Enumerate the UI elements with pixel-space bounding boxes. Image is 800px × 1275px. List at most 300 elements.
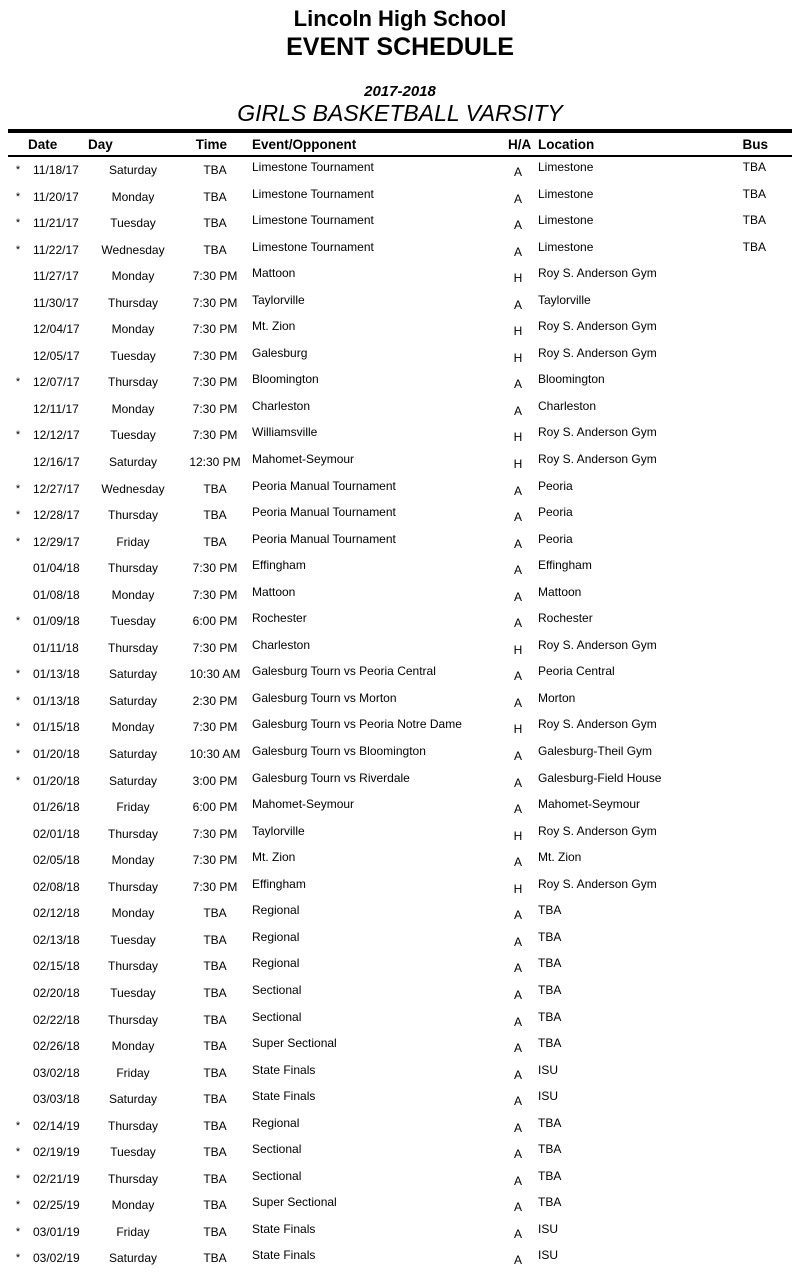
cell-time: TBA	[203, 481, 227, 496]
cell-date: 01/13/18	[33, 693, 80, 708]
cell-day: Saturday	[108, 455, 158, 470]
cell-day: Thursday	[107, 640, 159, 655]
cell-home-away: A	[513, 165, 522, 179]
cell-home-away: A	[513, 934, 522, 949]
cell-time: 7:30 PM	[192, 587, 238, 602]
star-marker: *	[15, 243, 21, 256]
star-marker	[8, 316, 28, 343]
star-marker	[8, 343, 28, 370]
schedule-row	[8, 476, 792, 503]
cell-day: Tuesday	[110, 614, 156, 629]
cell-location: Galesburg-Theil Gym	[538, 744, 653, 759]
schedule-row	[8, 157, 792, 184]
cell-event: Galesburg Tourn vs Bloomington	[252, 744, 426, 759]
schedule-row	[8, 396, 792, 423]
cell-day: Monday	[111, 1039, 155, 1054]
cell-time: 7:30 PM	[192, 640, 238, 655]
schedule-row	[8, 1086, 792, 1113]
cell-bus	[738, 768, 792, 795]
cell-date: 12/07/17	[33, 375, 80, 390]
cell-event: Super Sectional	[252, 1036, 337, 1051]
cell-date: 11/20/17	[33, 189, 79, 204]
cell-home-away: H	[513, 828, 523, 843]
cell-time: TBA	[203, 216, 227, 231]
cell-bus	[738, 449, 792, 476]
cell-home-away: A	[513, 749, 522, 764]
star-marker: *	[15, 1199, 21, 1212]
cell-home-away: A	[513, 669, 522, 684]
cell-location: Rochester	[538, 611, 593, 626]
cell-home-away: H	[513, 350, 523, 365]
cell-bus	[738, 635, 792, 662]
cell-home-away: H	[513, 324, 523, 339]
schedule-row	[8, 635, 792, 662]
cell-date: 03/02/18	[33, 1065, 80, 1080]
cell-time: TBA	[203, 508, 227, 523]
cell-time: 7:30 PM	[192, 720, 238, 735]
cell-time: TBA	[203, 1198, 227, 1213]
cell-location: Roy S. Anderson Gym	[538, 319, 657, 334]
cell-time: 7:30 PM	[192, 295, 238, 310]
cell-day: Monday	[111, 189, 155, 204]
cell-event: Mattoon	[252, 584, 296, 599]
star-marker: *	[15, 535, 21, 548]
cell-bus	[738, 369, 792, 396]
cell-home-away: A	[513, 244, 522, 259]
cell-day: Friday	[116, 534, 150, 549]
cell-home-away: H	[513, 642, 523, 657]
cell-home-away: A	[513, 536, 522, 551]
cell-event: Limestone Tournament	[252, 213, 374, 228]
schedule-row	[8, 449, 792, 476]
cell-time: TBA	[203, 1118, 227, 1133]
star-marker: *	[15, 164, 21, 176]
cell-bus	[738, 714, 792, 741]
cell-date: 02/15/18	[33, 959, 80, 974]
cell-bus	[738, 1060, 792, 1087]
cell-day: Friday	[116, 1224, 150, 1239]
cell-day: Thursday	[107, 375, 159, 390]
cell-day: Thursday	[107, 295, 159, 310]
cell-location: Roy S. Anderson Gym	[538, 637, 657, 652]
cell-time: 10:30 AM	[189, 667, 241, 682]
cell-location: Limestone	[538, 213, 594, 228]
cell-home-away: A	[513, 1120, 522, 1135]
document-header	[0, 7, 800, 126]
cell-time: TBA	[203, 1145, 227, 1160]
cell-bus	[738, 874, 792, 901]
schedule-row	[8, 661, 792, 688]
cell-event: Galesburg	[252, 345, 308, 360]
cell-time: 7:30 PM	[192, 348, 238, 363]
star-marker: *	[15, 482, 21, 495]
star-marker	[8, 927, 28, 954]
cell-date: 02/19/19	[33, 1145, 80, 1160]
cell-day: Tuesday	[110, 428, 156, 443]
cell-event: State Finals	[252, 1248, 316, 1263]
cell-date: 03/02/19	[33, 1251, 80, 1266]
cell-time: 12:30 PM	[189, 455, 241, 470]
schedule-row	[8, 555, 792, 582]
schedule-row	[8, 1060, 792, 1087]
cell-day: Saturday	[108, 773, 158, 788]
season-label: 2017-2018	[364, 83, 436, 100]
cell-bus	[738, 1139, 792, 1166]
cell-time: TBA	[203, 1171, 227, 1186]
schedule-rows	[8, 157, 792, 1272]
star-marker	[8, 794, 28, 821]
cell-location: TBA	[538, 956, 562, 971]
column-header-time: Time	[195, 136, 227, 152]
schedule-row	[8, 794, 792, 821]
cell-date: 02/22/18	[33, 1012, 80, 1027]
cell-date: 02/13/18	[33, 932, 80, 947]
cell-home-away: A	[513, 1014, 522, 1029]
cell-day: Saturday	[108, 693, 158, 708]
cell-event: Peoria Manual Tournament	[252, 531, 396, 546]
cell-location: Roy S. Anderson Gym	[538, 823, 657, 838]
column-header-home-away: H/A	[508, 136, 532, 152]
cell-day: Monday	[111, 401, 155, 416]
cell-event: Peoria Manual Tournament	[252, 505, 396, 520]
cell-time: 7:30 PM	[192, 879, 238, 894]
cell-day: Friday	[116, 1065, 150, 1080]
cell-day: Saturday	[108, 1251, 158, 1266]
star-marker	[8, 900, 28, 927]
cell-bus	[738, 476, 792, 503]
cell-home-away: A	[513, 1147, 522, 1162]
cell-bus	[738, 422, 792, 449]
cell-bus	[738, 1245, 792, 1272]
cell-date: 12/29/17	[33, 534, 80, 549]
cell-bus	[738, 661, 792, 688]
cell-time: TBA	[203, 163, 227, 177]
cell-bus	[738, 1192, 792, 1219]
star-marker: *	[15, 1119, 21, 1132]
cell-date: 12/04/17	[33, 322, 80, 337]
cell-date: 12/12/17	[33, 428, 80, 443]
cell-date: 01/13/18	[33, 667, 80, 682]
schedule-row	[8, 688, 792, 715]
cell-time: 7:30 PM	[192, 322, 238, 337]
cell-day: Monday	[111, 322, 155, 337]
cell-home-away: A	[513, 403, 522, 418]
cell-bus	[738, 847, 792, 874]
cell-time: TBA	[203, 959, 227, 974]
cell-location: Effingham	[538, 558, 592, 573]
cell-location: Peoria	[538, 478, 573, 493]
cell-time: TBA	[203, 1092, 227, 1107]
cell-bus	[738, 741, 792, 768]
cell-home-away: A	[513, 616, 522, 631]
cell-day: Monday	[111, 853, 155, 868]
cell-day: Wednesday	[101, 481, 165, 496]
cell-location: Morton	[538, 690, 576, 705]
cell-event: Mt. Zion	[252, 850, 296, 865]
cell-event: Effingham	[252, 876, 306, 891]
cell-date: 02/14/19	[33, 1118, 80, 1133]
star-marker: *	[15, 1146, 21, 1159]
cell-home-away: A	[513, 695, 522, 710]
schedule-row	[8, 290, 792, 317]
star-marker	[8, 1060, 28, 1087]
star-marker: *	[15, 748, 21, 761]
cell-bus	[738, 1007, 792, 1034]
cell-location: TBA	[538, 982, 562, 997]
cell-date: 12/11/17	[33, 401, 79, 416]
cell-location: ISU	[538, 1089, 559, 1104]
cell-bus	[738, 1113, 792, 1140]
star-marker	[8, 555, 28, 582]
schedule-table	[8, 129, 792, 1272]
cell-bus	[738, 502, 792, 529]
cell-bus: TBA	[742, 160, 766, 174]
column-header-location: Location	[538, 136, 595, 152]
cell-bus	[738, 396, 792, 423]
schedule-row	[8, 821, 792, 848]
schedule-row	[8, 874, 792, 901]
cell-date: 02/25/19	[33, 1198, 80, 1213]
schedule-row	[8, 1139, 792, 1166]
star-marker: *	[15, 1252, 21, 1265]
cell-time: TBA	[203, 1224, 227, 1239]
cell-location: ISU	[538, 1248, 559, 1263]
cell-day: Monday	[111, 720, 155, 735]
cell-bus	[738, 316, 792, 343]
cell-event: Charleston	[252, 637, 311, 652]
star-marker	[8, 263, 28, 290]
cell-event: Mt. Zion	[252, 319, 296, 334]
cell-home-away: A	[513, 1226, 522, 1241]
cell-time: TBA	[203, 534, 227, 549]
cell-date: 03/01/19	[33, 1224, 80, 1239]
cell-time: TBA	[203, 242, 227, 257]
cell-home-away: A	[513, 775, 522, 790]
cell-day: Tuesday	[110, 985, 156, 1000]
cell-bus	[738, 900, 792, 927]
cell-time: TBA	[203, 1251, 227, 1266]
cell-time: TBA	[203, 932, 227, 947]
cell-event: Charleston	[252, 398, 311, 413]
cell-day: Monday	[111, 1198, 155, 1213]
cell-time: TBA	[203, 985, 227, 1000]
cell-date: 12/28/17	[33, 508, 80, 523]
cell-location: TBA	[538, 929, 562, 944]
cell-event: Mahomet-Seymour	[252, 452, 355, 467]
star-marker	[8, 1033, 28, 1060]
star-marker: *	[15, 217, 21, 230]
star-marker: *	[15, 1225, 21, 1238]
schedule-title: EVENT SCHEDULE	[286, 33, 514, 61]
schedule-row	[8, 768, 792, 795]
cell-home-away: H	[513, 881, 523, 896]
cell-date: 02/20/18	[33, 985, 80, 1000]
cell-event: Regional	[252, 929, 300, 944]
cell-event: Taylorville	[252, 823, 305, 838]
cell-time: 7:30 PM	[192, 269, 238, 284]
cell-time: 7:30 PM	[192, 853, 238, 868]
cell-location: Mattoon	[538, 584, 582, 599]
cell-home-away: H	[513, 457, 523, 472]
cell-time: 6:00 PM	[192, 800, 238, 815]
cell-event: Galesburg Tourn vs Peoria Central	[252, 664, 436, 679]
cell-bus	[738, 263, 792, 290]
cell-time: TBA	[203, 189, 227, 204]
star-marker: *	[15, 509, 21, 522]
schedule-row	[8, 847, 792, 874]
cell-time: 7:30 PM	[192, 826, 238, 841]
cell-time: 7:30 PM	[192, 401, 238, 416]
cell-home-away: A	[513, 1041, 522, 1056]
cell-date: 02/01/18	[33, 826, 80, 841]
cell-day: Tuesday	[110, 348, 156, 363]
cell-location: Roy S. Anderson Gym	[538, 717, 657, 732]
cell-location: TBA	[538, 903, 562, 918]
cell-home-away: A	[513, 510, 522, 525]
cell-date: 01/20/18	[33, 773, 80, 788]
schedule-row	[8, 1192, 792, 1219]
cell-location: TBA	[538, 1115, 562, 1130]
cell-location: Limestone	[538, 239, 594, 254]
cell-home-away: A	[513, 563, 522, 578]
cell-location: Limestone	[538, 186, 594, 201]
star-marker	[8, 635, 28, 662]
cell-date: 03/03/18	[33, 1092, 80, 1107]
schedule-row	[8, 502, 792, 529]
cell-event: Mattoon	[252, 266, 296, 281]
cell-location: Mt. Zion	[538, 850, 582, 865]
column-header-day: Day	[88, 136, 113, 152]
cell-home-away: H	[513, 722, 523, 737]
schedule-row	[8, 980, 792, 1007]
schedule-row	[8, 1033, 792, 1060]
cell-event: Rochester	[252, 611, 307, 626]
cell-location: TBA	[538, 1009, 562, 1024]
table-header-row	[8, 133, 792, 155]
cell-bus	[738, 980, 792, 1007]
cell-time: TBA	[203, 1065, 227, 1080]
cell-date: 01/20/18	[33, 747, 80, 762]
cell-home-away: A	[513, 377, 522, 392]
cell-date: 11/21/17	[33, 216, 79, 231]
cell-location: Peoria	[538, 505, 573, 520]
cell-day: Saturday	[108, 163, 158, 177]
cell-bus: TBA	[742, 239, 766, 254]
cell-location: TBA	[538, 1142, 562, 1157]
star-marker	[8, 1007, 28, 1034]
cell-day: Thursday	[107, 1118, 159, 1133]
cell-home-away: A	[513, 1200, 522, 1215]
cell-day: Saturday	[108, 1092, 158, 1107]
cell-home-away: A	[513, 908, 522, 923]
cell-bus	[738, 1166, 792, 1193]
cell-event: Taylorville	[252, 292, 305, 307]
cell-date: 01/08/18	[33, 587, 80, 602]
cell-location: Roy S. Anderson Gym	[538, 425, 657, 440]
cell-date: 02/26/18	[33, 1039, 80, 1054]
star-marker	[8, 396, 28, 423]
cell-day: Saturday	[108, 667, 158, 682]
cell-home-away: A	[513, 589, 522, 604]
cell-time: TBA	[203, 1039, 227, 1054]
cell-day: Thursday	[107, 1012, 159, 1027]
schedule-row	[8, 927, 792, 954]
cell-bus	[738, 343, 792, 370]
cell-home-away: A	[513, 961, 522, 976]
star-marker: *	[15, 429, 21, 442]
cell-event: Limestone Tournament	[252, 186, 374, 201]
column-header-event: Event/Opponent	[252, 136, 357, 152]
cell-date: 01/15/18	[33, 720, 80, 735]
cell-date: 01/11/18	[33, 640, 79, 655]
cell-time: 10:30 AM	[189, 747, 241, 762]
school-name: Lincoln High School	[293, 6, 507, 31]
cell-location: Peoria	[538, 531, 573, 546]
schedule-row	[8, 900, 792, 927]
cell-day: Thursday	[107, 826, 159, 841]
schedule-row	[8, 714, 792, 741]
cell-bus	[738, 794, 792, 821]
cell-event: Limestone Tournament	[252, 239, 374, 254]
cell-bus	[738, 1033, 792, 1060]
cell-location: Bloomington	[538, 372, 605, 387]
cell-bus	[738, 582, 792, 609]
schedule-row	[8, 582, 792, 609]
cell-day: Thursday	[107, 879, 159, 894]
cell-date: 02/05/18	[33, 853, 80, 868]
cell-day: Tuesday	[110, 216, 156, 231]
cell-date: 11/22/17	[33, 242, 79, 257]
cell-home-away: A	[513, 1253, 522, 1268]
cell-home-away: H	[513, 271, 523, 286]
cell-bus: TBA	[742, 213, 766, 228]
star-marker	[8, 953, 28, 980]
star-marker	[8, 980, 28, 1007]
cell-event: Sectional	[252, 1009, 302, 1024]
cell-home-away: A	[513, 1067, 522, 1082]
cell-day: Monday	[111, 906, 155, 921]
cell-date: 02/08/18	[33, 879, 80, 894]
cell-event: Sectional	[252, 982, 302, 997]
cell-event: Mahomet-Seymour	[252, 797, 355, 812]
cell-home-away: A	[513, 218, 522, 233]
cell-date: 12/05/17	[33, 348, 80, 363]
star-marker	[8, 821, 28, 848]
cell-location: TBA	[538, 1036, 562, 1051]
cell-day: Wednesday	[101, 242, 165, 257]
schedule-row	[8, 608, 792, 635]
cell-location: Peoria Central	[538, 664, 615, 679]
star-marker	[8, 582, 28, 609]
cell-location: Limestone	[538, 160, 594, 174]
cell-location: ISU	[538, 1062, 559, 1077]
cell-bus	[738, 821, 792, 848]
cell-day: Thursday	[107, 561, 159, 576]
cell-time: TBA	[203, 1012, 227, 1027]
cell-date: 11/27/17	[33, 269, 79, 284]
cell-home-away: A	[513, 855, 522, 870]
cell-bus	[738, 953, 792, 980]
cell-event: Super Sectional	[252, 1195, 337, 1210]
star-marker	[8, 290, 28, 317]
schedule-row	[8, 1219, 792, 1246]
cell-time: 3:00 PM	[192, 773, 238, 788]
cell-day: Saturday	[108, 747, 158, 762]
cell-day: Tuesday	[110, 932, 156, 947]
cell-day: Monday	[111, 587, 155, 602]
cell-bus	[738, 1219, 792, 1246]
star-marker: *	[15, 721, 21, 734]
